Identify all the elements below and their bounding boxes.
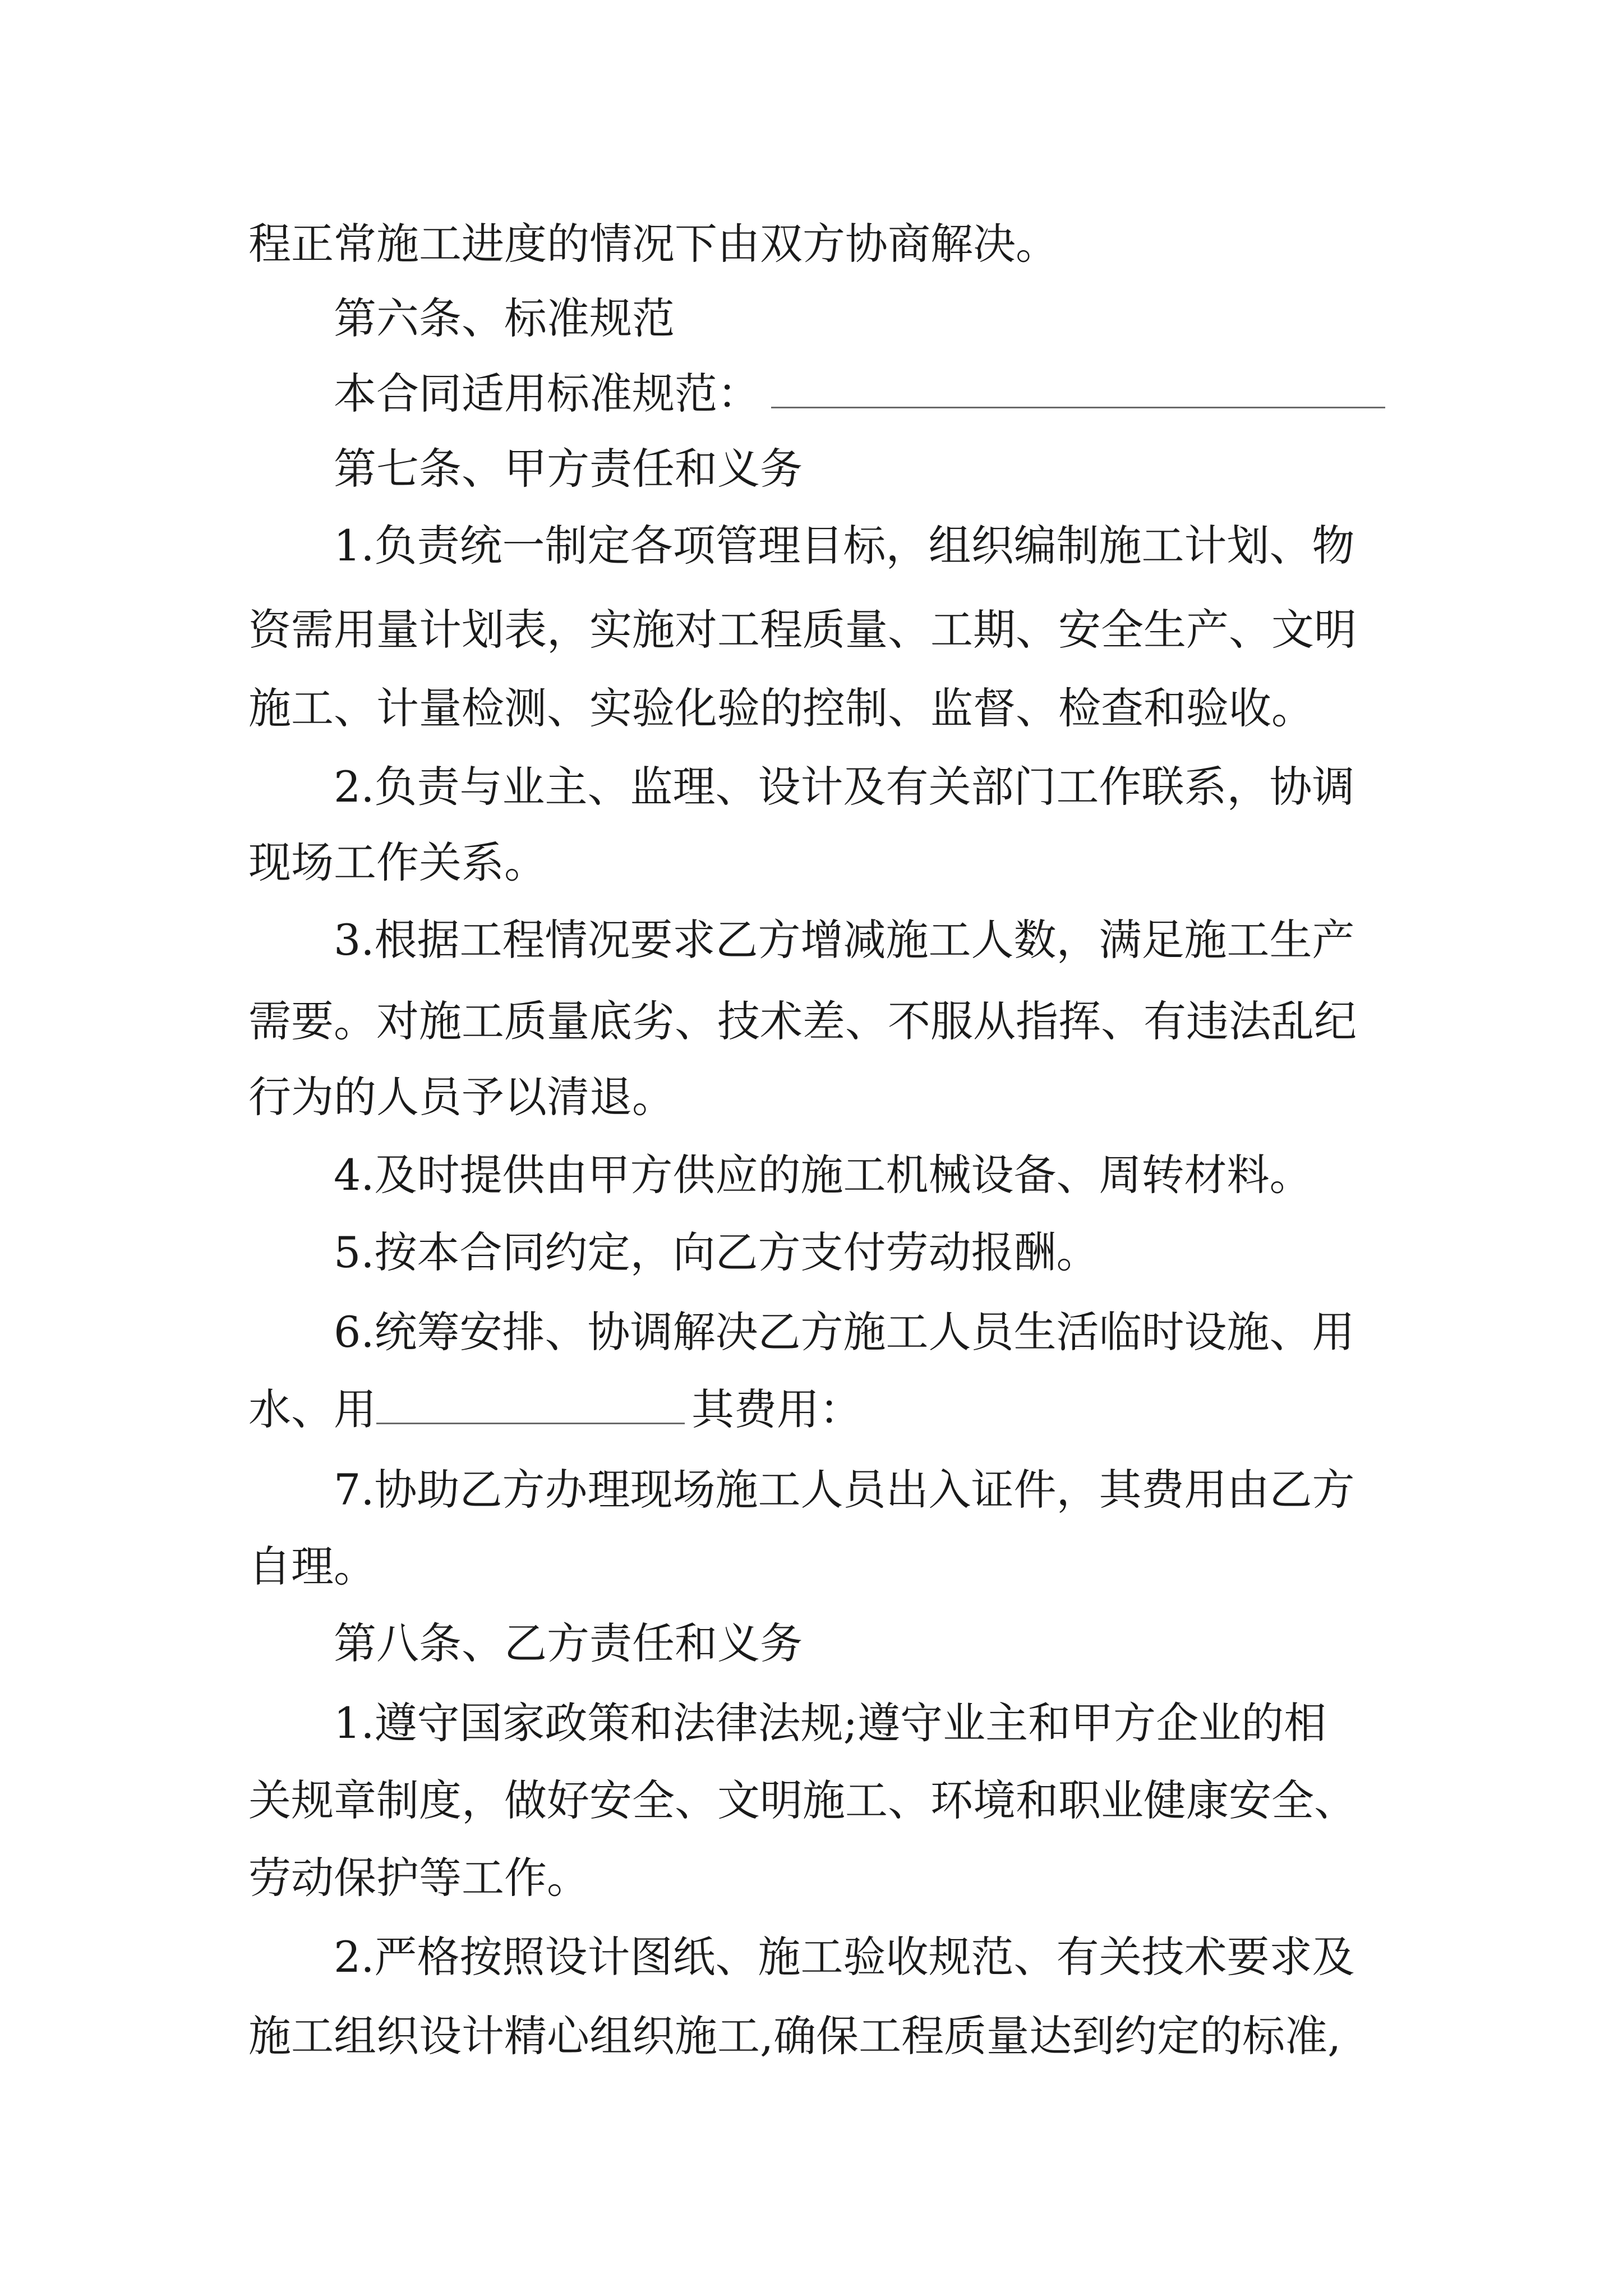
text-line: 5.按本合同约定，向乙方支付劳动报酬。	[334, 1227, 1099, 1277]
section-heading: 第七条、甲方责任和义务	[334, 444, 803, 494]
text-line: 2.严格按照设计图纸、施工验收规范、有关技术要求及	[334, 1932, 1355, 1982]
expense-suffix: 其费用：	[691, 1384, 862, 1434]
standards-blank	[771, 364, 1385, 408]
text-line: 1.负责统一制定各项管理目标，组织编制施工计划、物	[334, 521, 1355, 570]
text-line: 关规章制度，做好安全、文明施工、环境和职业健康安全、	[248, 1775, 1357, 1825]
text-line: 现场工作关系。	[248, 838, 547, 887]
text-line: 7.协助乙方办理现场施工人员出入证件，其费用由乙方	[334, 1465, 1355, 1515]
text-line: 行为的人员予以清退。	[248, 1072, 675, 1122]
expense-blank	[376, 1380, 685, 1424]
standards-line	[334, 360, 1393, 427]
expense-label: 水、用	[248, 1384, 376, 1434]
text-line: 4.及时提供由甲方供应的施工机械设备、周转材料。	[334, 1150, 1312, 1200]
text-line: 需要。对施工质量底劣、技术差、不服从指挥、有违法乱纪	[248, 996, 1357, 1046]
standards-label: 本合同适用标准规范：	[334, 369, 760, 418]
text-line: 劳动保护等工作。	[248, 1853, 589, 1903]
section-heading: 第八条、乙方责任和义务	[334, 1618, 803, 1668]
text-line: 自理。	[248, 1542, 376, 1591]
section-heading: 第六条、标准规范	[334, 293, 675, 343]
text-line: 6.统筹安排、协调解决乙方施工人员生活临时设施、用	[334, 1307, 1355, 1357]
text-line: 资需用量计划表，实施对工程质量、工期、安全生产、文明	[248, 605, 1357, 655]
text-line: 施工组织设计精心组织施工,确保工程质量达到约定的标准,	[248, 2011, 1341, 2061]
text-line: 2.负责与业主、监理、设计及有关部门工作联系，协调	[334, 762, 1355, 812]
text-line: 程正常施工进度的情况下由双方协商解决。	[248, 219, 1058, 269]
text-line: 3.根据工程情况要求乙方增减施工人数，满足施工生产	[334, 915, 1355, 965]
text-line: 施工、计量检测、实验化验的控制、监督、检查和验收。	[248, 683, 1314, 733]
expense-line	[248, 1376, 1393, 1443]
text-line: 1.遵守国家政策和法律法规;遵守业主和甲方企业的相	[334, 1698, 1327, 1748]
